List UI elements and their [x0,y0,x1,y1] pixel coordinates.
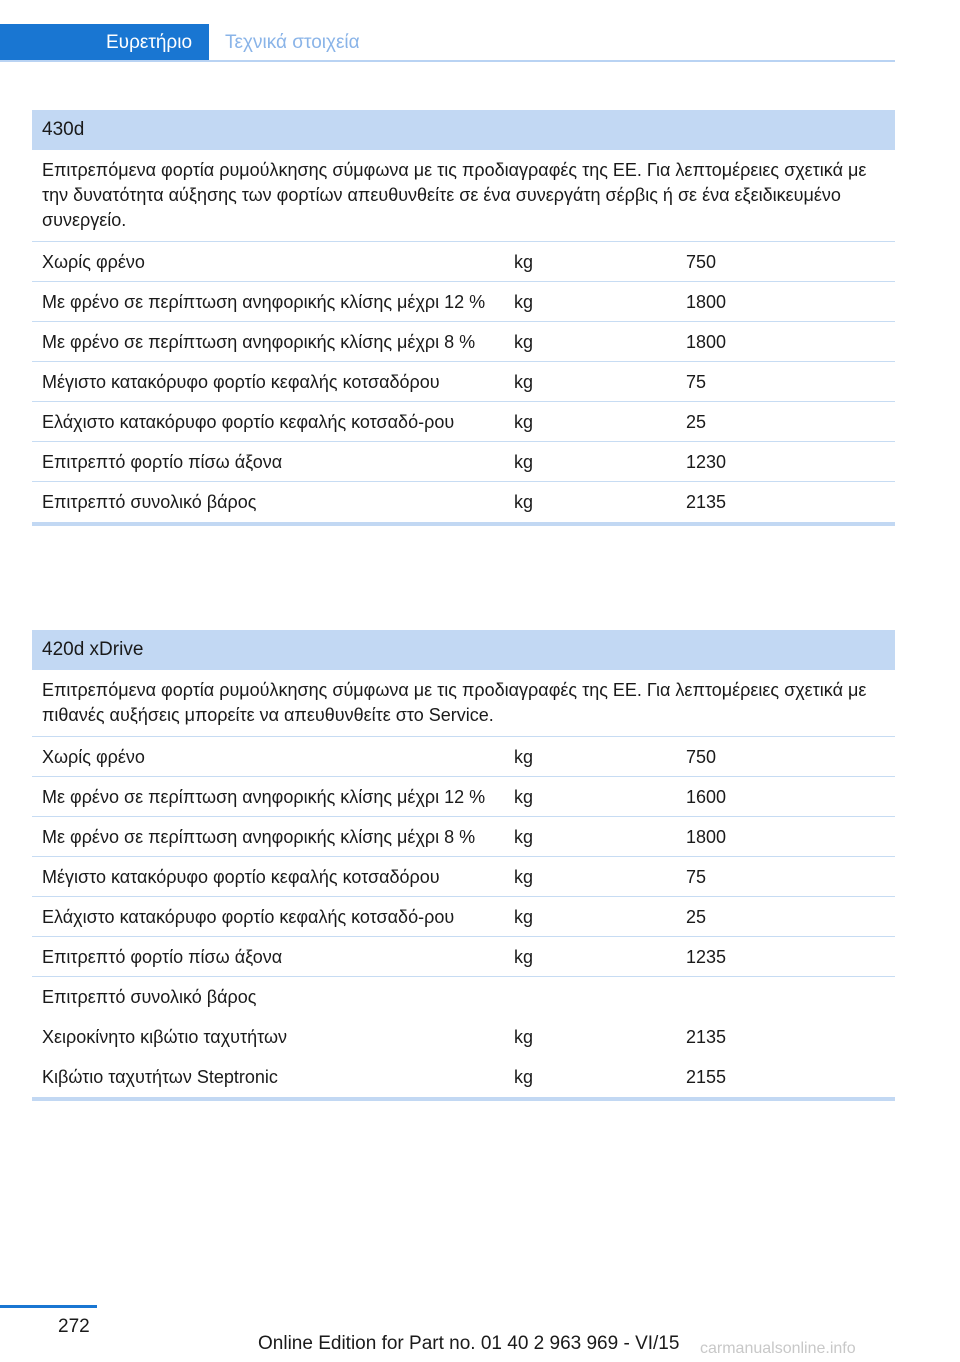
row-label: Ελάχιστο κατακόρυφο φορτίο κεφαλής κοτσαδό-ρου [42,907,455,927]
row-value: 750 [686,252,717,272]
header-tabs [0,24,895,62]
table-row [32,937,895,977]
row-label: Κιβώτιο ταχυτήτων Steptronic [42,1067,278,1087]
row-unit: kg [514,747,534,767]
table-row [32,1057,895,1097]
row-label: Με φρένο σε περίπτωση ανηφορικής κλίσης μέχρι 8 % [42,827,476,847]
table-row [32,442,895,482]
table-row [32,977,895,1017]
header-divider [0,60,895,62]
row-value: 1230 [686,452,727,472]
table-title: 430d [32,110,895,150]
row-value: 1600 [686,787,727,807]
row-unit: kg [514,452,534,472]
table-row [32,777,895,817]
towing-table-430d [32,110,895,526]
row-label: Με φρένο σε περίπτωση ανηφορικής κλίσης μέχρι 12 % [42,292,486,312]
row-unit: kg [514,1027,534,1047]
row-label: Χωρίς φρένο [42,747,145,767]
row-value: 1800 [686,827,727,847]
row-label: Μέγιστο κατακόρυφο φορτίο κεφαλής κοτσαδόρου [42,372,440,392]
row-value: 1235 [686,947,727,967]
table-row [32,362,895,402]
row-unit: kg [514,867,534,887]
tab-index[interactable]: Ευρετήριο [0,24,209,62]
edition-footer: Online Edition for Part no. 01 40 2 963 969 - VI/15 [258,1333,680,1354]
row-value: 2135 [686,1027,727,1047]
row-label: Επιτρεπτό συνολικό βάρος [42,492,257,512]
table-row [32,282,895,322]
table-bottom-rule [32,522,895,526]
row-value: 750 [686,747,717,767]
table-row [32,242,895,282]
row-label: Χειροκίνητο κιβώτιο ταχυτήτων [42,1027,288,1047]
row-value: 75 [686,867,707,887]
row-unit: kg [514,372,534,392]
row-unit: kg [514,827,534,847]
row-value: 2135 [686,492,727,512]
table-title: 420d xDrive [32,630,895,670]
table-row [32,482,895,522]
row-value: 25 [686,412,707,432]
row-unit: kg [514,332,534,352]
row-label: Με φρένο σε περίπτωση ανηφορικής κλίσης μέχρι 12 % [42,787,486,807]
row-unit: kg [514,907,534,927]
row-unit: kg [514,1067,534,1087]
row-value: 25 [686,907,707,927]
table-note: Επιτρεπόμενα φορτία ρυμούλκησης σύμφωνα με τις προδιαγραφές της ΕΕ. Για λεπτομέρειες σχετικά με πιθανές αυξήσεις μπορείτε να απευθυνθείτε στο Service. [32,670,895,737]
watermark: carmanualsonline.info [700,1340,856,1357]
table-row [32,897,895,937]
row-label: Ελάχιστο κατακόρυφο φορτίο κεφαλής κοτσαδό-ρου [42,412,455,432]
page-number: 272 [58,1316,90,1337]
row-unit: kg [514,252,534,272]
towing-table-420d-xdrive [32,630,895,1101]
row-unit: kg [514,492,534,512]
table-row [32,817,895,857]
table-row [32,322,895,362]
table-bottom-rule [32,1097,895,1101]
row-unit: kg [514,292,534,312]
row-unit: kg [514,412,534,432]
row-value [686,985,895,1011]
row-label: Μέγιστο κατακόρυφο φορτίο κεφαλής κοτσαδόρου [42,867,440,887]
page-number-rule [0,1305,97,1308]
row-label: Επιτρεπτό φορτίο πίσω άξονα [42,947,283,967]
row-label: Με φρένο σε περίπτωση ανηφορικής κλίσης μέχρι 8 % [42,332,476,352]
table-row [32,1017,895,1057]
row-value: 1800 [686,332,727,352]
table-row [32,402,895,442]
row-value: 75 [686,372,707,392]
table-row [32,857,895,897]
tab-technical-data[interactable]: Τεχνικά στοιχεία [225,32,360,53]
row-unit [514,985,686,1011]
row-value: 2155 [686,1067,727,1087]
row-label: Επιτρεπτό φορτίο πίσω άξονα [42,452,283,472]
row-label: Επιτρεπτό συνολικό βάρος [42,987,257,1007]
row-value: 1800 [686,292,727,312]
table-row [32,737,895,777]
row-label: Χωρίς φρένο [42,252,145,272]
row-unit: kg [514,947,534,967]
row-unit: kg [514,787,534,807]
table-note: Επιτρεπόμενα φορτία ρυμούλκησης σύμφωνα με τις προδιαγραφές της ΕΕ. Για λεπτομέρειες σχετικά με την δυνατότητα αύξησης των φορτίων απευθυνθείτε σε ένα συνεργάτη σέρβις ή σε ένα εξειδικευμένο συνεργείο. [32,150,895,242]
